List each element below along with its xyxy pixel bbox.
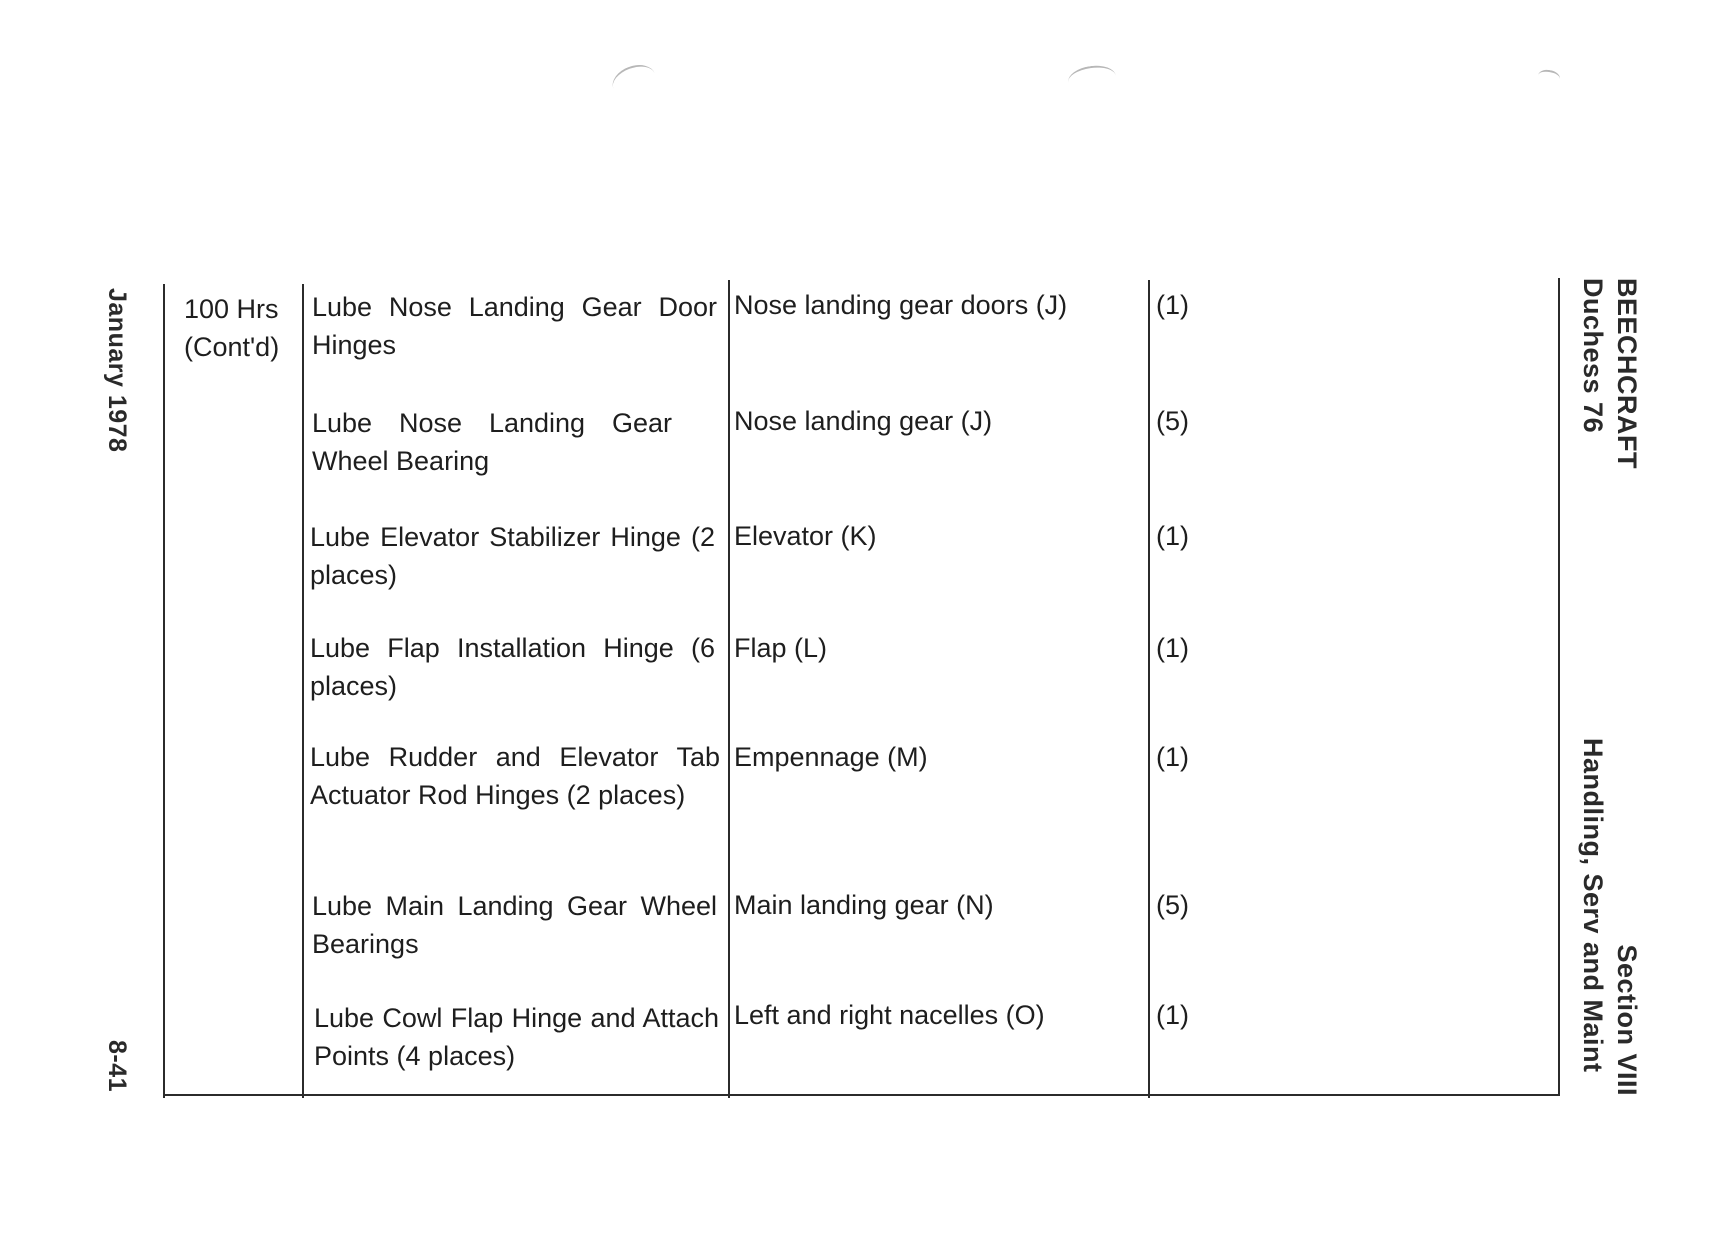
page-number: 8-41 bbox=[103, 1040, 131, 1093]
section-title: Handling, Serv and Maint bbox=[1578, 738, 1608, 1073]
model-name: Duchess 76 bbox=[1578, 278, 1608, 434]
location-cell: Left and right nacelles (O) bbox=[734, 1000, 1045, 1030]
section-header bbox=[1576, 738, 1644, 1096]
date-label: January 1978 bbox=[103, 288, 131, 453]
reference-cell: (1) bbox=[1156, 1000, 1189, 1030]
table-border-left bbox=[163, 284, 165, 1098]
reference-cell: (5) bbox=[1156, 890, 1189, 920]
location-cell: Elevator (K) bbox=[734, 521, 877, 551]
section-number: Section VIII bbox=[1612, 944, 1642, 1096]
reference-cell: (5) bbox=[1156, 406, 1189, 436]
scan-artifact bbox=[1537, 68, 1561, 86]
column-divider bbox=[1148, 280, 1150, 1098]
operation-cell: Lube Cowl Flap Hinge and Attach Points (4 places) bbox=[314, 1003, 719, 1071]
operation-cell: Lube Flap Installation Hinge (6 places) bbox=[310, 633, 715, 701]
operation-cell: Lube Nose Landing Gear Door Hinges bbox=[312, 292, 717, 360]
scan-artifact bbox=[1066, 63, 1117, 95]
location-cell: Nose landing gear (J) bbox=[734, 406, 993, 436]
location-cell: Nose landing gear doors (J) bbox=[734, 290, 1068, 320]
reference-cell: (1) bbox=[1156, 290, 1189, 320]
manual-header bbox=[1576, 278, 1644, 469]
reference-cell: (1) bbox=[1156, 521, 1189, 551]
operation-cell: Lube Main Landing Gear Wheel Bearings bbox=[312, 891, 717, 959]
operation-cell: Lube Elevator Stabilizer Hinge (2 places) bbox=[310, 522, 715, 590]
column-divider bbox=[728, 280, 730, 1098]
location-cell: Empennage (M) bbox=[734, 742, 928, 772]
reference-cell: (1) bbox=[1156, 633, 1189, 663]
operation-cell: Lube Rudder and Elevator Tab Actuator Rod Hinges (2 places) bbox=[310, 742, 720, 810]
interval-label: 100 Hrs bbox=[184, 294, 279, 324]
location-cell: Flap (L) bbox=[734, 633, 828, 663]
brand-name: BEECHCRAFT bbox=[1612, 278, 1642, 469]
scan-artifact bbox=[608, 59, 660, 102]
interval-cell bbox=[184, 290, 296, 366]
reference-cell: (1) bbox=[1156, 742, 1189, 772]
operation-cell: Lube Nose Landing Gear Wheel Bearing bbox=[312, 408, 672, 476]
interval-continued: (Cont'd) bbox=[184, 332, 280, 362]
location-cell: Main landing gear (N) bbox=[734, 890, 994, 920]
table-border-bottom bbox=[163, 1094, 1560, 1096]
column-divider bbox=[302, 284, 304, 1098]
table-border-right bbox=[1558, 278, 1560, 1096]
